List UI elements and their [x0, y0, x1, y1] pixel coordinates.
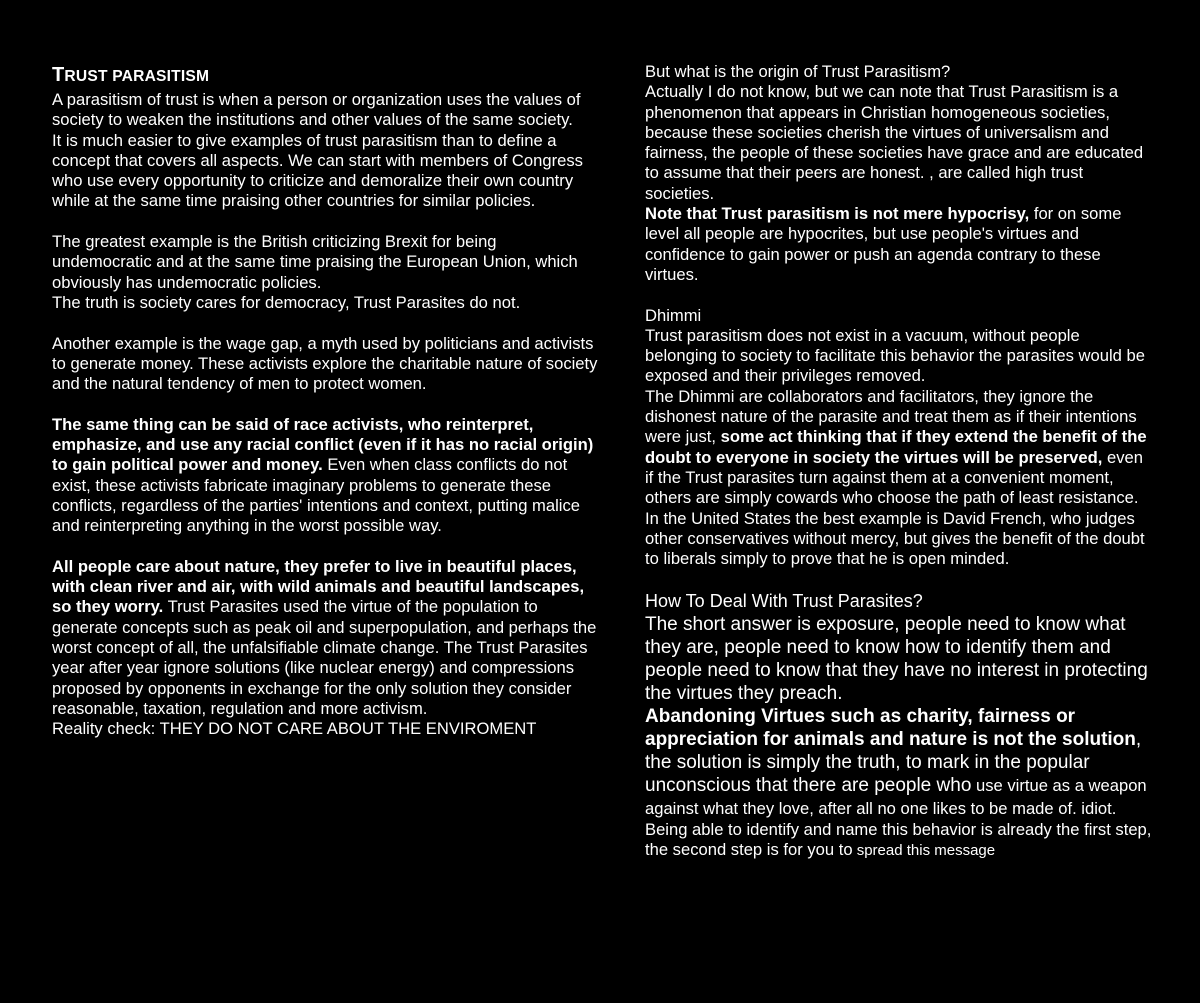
paragraph-race-activists	[52, 415, 600, 537]
paragraph-wage-gap: Another example is the wage gap, a myth used by politicians and activists to generate money. These activists explore the charitable nature of society and the natural tendency of men to protect women.	[52, 333, 598, 394]
heading-how-to-deal: How To Deal With Trust Parasites?	[645, 590, 923, 611]
paragraph-brexit: The greatest example is the British criticizing Brexit for being undemocratic and at the same time praising the European Union, which obviously has undemocratic policies.	[52, 232, 578, 292]
collaborators-rest: even if the Trust parasites turn against them at a convenient moment, others are simply cowards who choose the path of least resistance.	[645, 447, 1143, 508]
paragraph-nature	[52, 557, 600, 719]
nature-text: Trust Parasites used the virtue of the population to generate concepts such as peak oil and superpopulation, and perhaps the worst concept of all, the unfalsifiable climate change. The Trust Parasites year after year ignore solutions (like nuclear energy) and compressions proposed by opponents in exchange for the only solution they consider reasonable, taxation, regulation and more activism.	[52, 597, 597, 718]
race-activists-bold: The same thing can be said of race activists, who reinterpret, emphasize, and use any racial conflict (even if it has no racial origin) to gain political power and money.	[52, 414, 594, 475]
paragraph-reality-check: Reality check: THEY DO NOT CARE ABOUT THE ENVIROMENT	[52, 719, 537, 739]
paragraph-vacuum: Trust parasitism does not exist in a vacuum, without people belonging to society to facilitate this behavior the parasites would be exposed and their privileges removed.	[645, 325, 1145, 386]
paragraph-david-french: In the United States the best example is David French, who judges other conservatives without mercy, but gives the benefit of the doubt to liberals simply to prove that he is open minded.	[645, 508, 1145, 569]
race-activists-text: Even when class conflicts do not exist, these activists fabricate imaginary problems to generate these conflicts, regardless of the parties' intentions and context, putting malice and reinterpreting anything in the worst possible way.	[52, 455, 581, 536]
heading-dhimmi: Dhimmi	[645, 305, 702, 325]
paragraph-exposure: The short answer is exposure, people need to know what they are, people need to know how to identify them and people need to know that they have no interest in protecting the virtues they preach.	[645, 613, 1148, 704]
paragraph-examples: It is much easier to give examples of trust parasitism than to define a concept that covers all aspects. We can start with members of Congress who use every opportunity to criticize and demoralize their own country while at the same time praising other countries for similar policies.	[52, 130, 583, 211]
collaborators-bold: some act thinking that if they extend the benefit of the doubt to everyone in society the virtues will be preserved,	[645, 427, 1147, 467]
article-title	[52, 62, 600, 90]
paragraph-democracy: The truth is society cares for democracy, Trust Parasites do not.	[52, 292, 521, 312]
paragraph-collaborators	[645, 387, 1155, 509]
left-column	[52, 62, 600, 740]
paragraph-origin: Actually I do not know, but we can note that Trust Parasitism is a phenomenon that appears in Christian homogeneous societies, because these societies cherish the virtues of universalism and fairness, the people of these societies have grace and are educated to assume that their peers are honest. , are called high trust societies.	[645, 82, 1144, 203]
paragraph-abandoning	[645, 705, 1155, 820]
hypocrisy-bold: Note that Trust parasitism is not mere hypocrisy,	[645, 204, 1030, 224]
hypocrisy-text: for on some level all people are hypocrites, but use people's virtues and confidence to gain power or push an agenda contrary to these virtues.	[645, 204, 1122, 284]
abandoning-bold: Abandoning Virtues such as charity, fairness or appreciation for animals and nature is not the solution	[645, 705, 1136, 750]
right-column	[645, 62, 1155, 861]
paragraph-hypocrisy	[645, 204, 1155, 285]
title-initial: T	[52, 64, 65, 86]
paragraph-first-step	[645, 820, 1155, 862]
first-step-text: Being able to identify and name this behavior is already the first step, the second step is for you to	[645, 819, 1152, 860]
abandoning-small: use virtue as a weapon against what they love, after all no one likes to be made of. idiot.	[645, 775, 1147, 818]
collaborators-text: The Dhimmi are collaborators and facilitators, they ignore the dishonest nature of the parasite and treat them as if their intentions were just,	[645, 386, 1137, 447]
abandoning-text: , the solution is simply the truth, to mark in the popular unconscious that there are people who	[645, 728, 1142, 796]
spread-message: spread this message	[852, 842, 996, 860]
nature-bold: All people care about nature, they prefer to live in beautiful places, with clean river and air, with wild animals and beautiful landscapes, so they worry.	[52, 556, 585, 617]
origin-question: But what is the origin of Trust Parasitism?	[645, 62, 951, 81]
paragraph-definition: A parasitism of trust is when a person or organization uses the values of society to weaken the institutions and other values of the same society.	[52, 90, 581, 130]
title-rest: RUST PARASITISM	[64, 68, 210, 85]
